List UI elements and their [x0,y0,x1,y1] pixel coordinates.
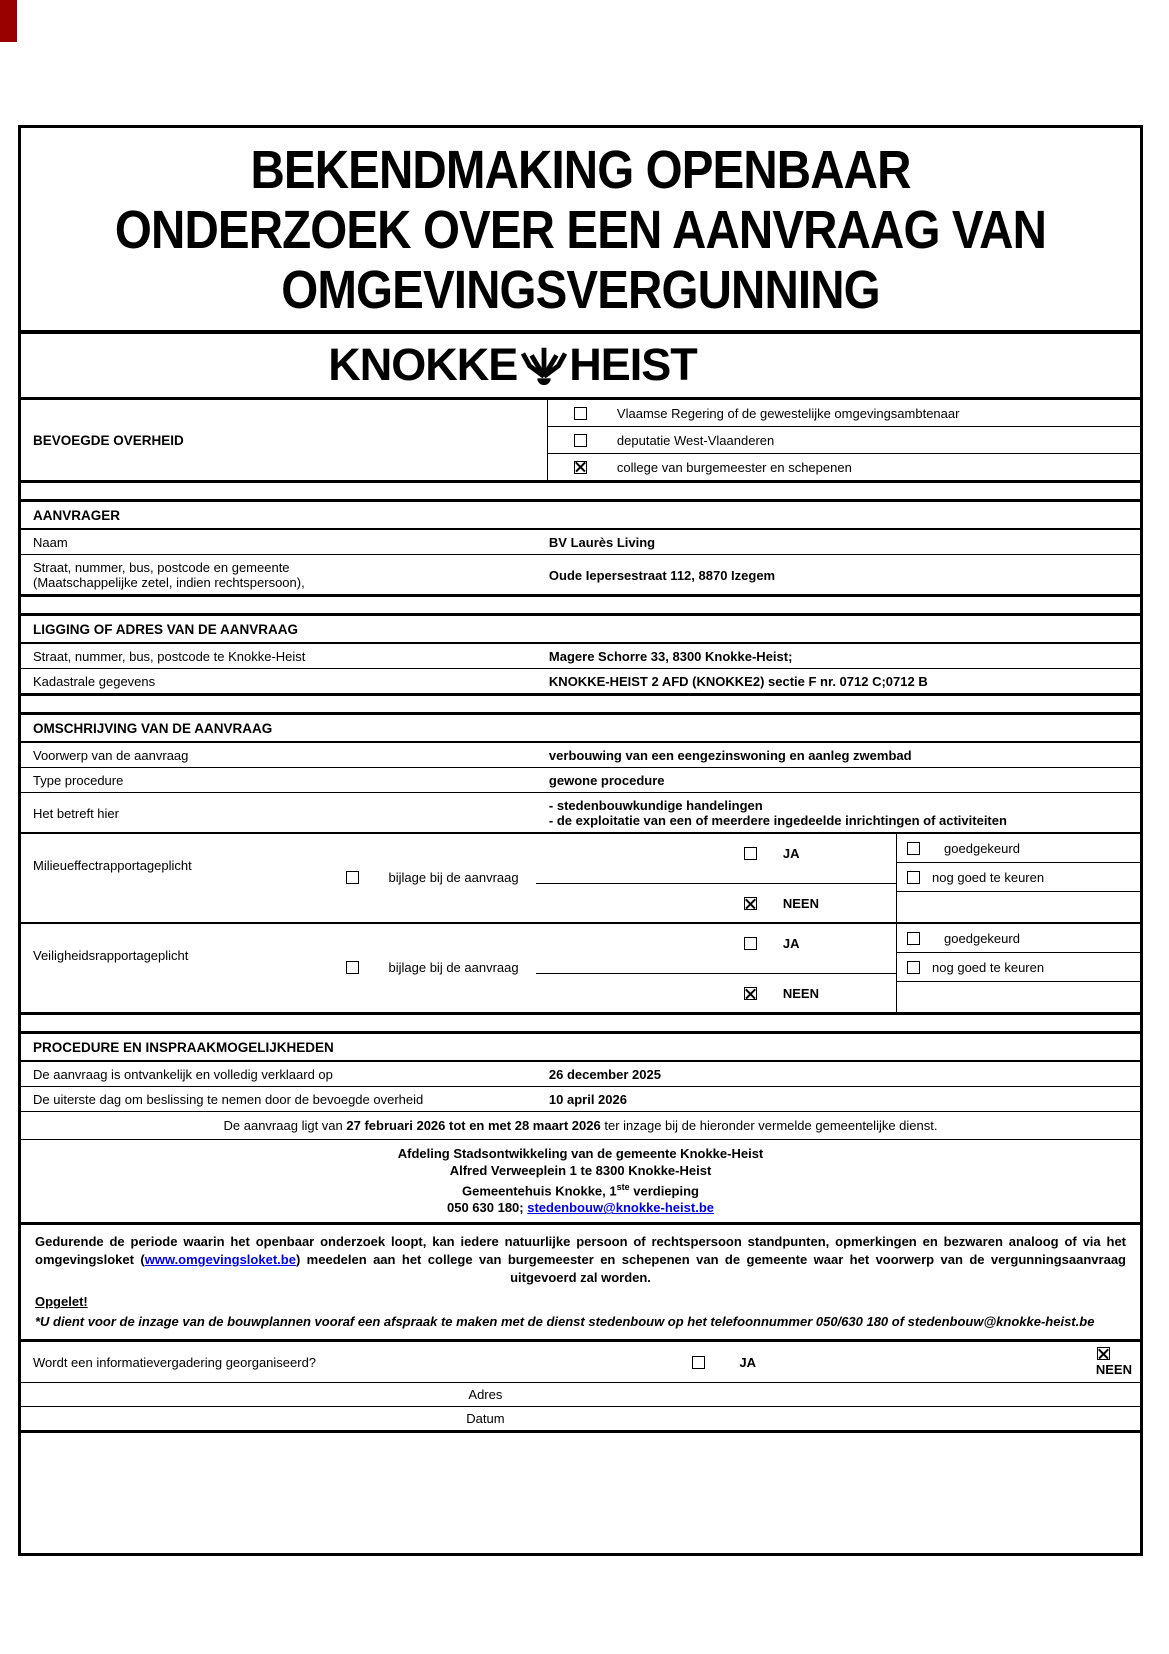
type-procedure-value: gewone procedure [548,773,665,788]
voorwerp-label: Voorwerp van de aanvraag [33,748,189,763]
table-row [21,793,1140,834]
section-separator [21,693,1140,715]
section-omschrijving [21,715,1140,1012]
row-milieueffectrapportageplicht [21,834,1140,924]
checkbox-info-neen[interactable] [1097,1347,1110,1360]
ontvankelijk-label: De aanvraag is ontvankelijk en volledig verklaard op [33,1067,333,1082]
aanvrager-header: AANVRAGER [21,502,1140,530]
type-procedure-label: Type procedure [33,773,124,788]
inzage-period-row: De aanvraag ligt van 27 februari 2026 tot en met 28 maart 2026 ter inzage bij de hieronder vermelde gemeentelijke dienst. [21,1112,1140,1140]
omschrijving-header: OMSCHRIJVING VAN DE AANVRAAG [21,715,1140,743]
option-label: college van burgemeester en schepenen [616,459,852,475]
milieu-label: Milieueffectrapportageplicht [33,858,192,873]
table-row [21,555,1140,594]
checkbox-info-ja[interactable] [692,1356,705,1369]
checkbox-veiligheid-goedgekeurd[interactable] [907,932,920,945]
option-deputatie [548,427,1140,454]
dienst-name: Afdeling Stadsontwikkeling van de gemeente Knokke-Heist [397,1146,764,1161]
procedure-header: PROCEDURE EN INSPRAAKMOGELIJKHEDEN [21,1034,1140,1062]
aanvrager-adres-value: Oude Iepersestraat 112, 8870 Izegem [548,567,776,583]
milieu-ja: JA [744,846,800,861]
title-line-1: BEKENDMAKING OPENBAAR [250,140,911,200]
row-veiligheidsrapportageplicht [21,924,1140,1012]
document-title [21,128,1140,334]
inzage-period: 27 februari 2026 tot en met 28 maart 2026 [346,1118,601,1133]
option-label: Vlaamse Regering of de gewestelijke omgevingsambtenaar [616,405,960,421]
milieu-approval-column [896,834,1140,922]
bevoegde-overheid-label: BEVOEGDE OVERHEID [33,432,184,448]
informatievergadering-question: Wordt een informatievergadering georganiseerd? [33,1354,317,1370]
veiligheid-approval-column [896,924,1140,1012]
betreft-value: - stedenbouwkundige handelingen - de exploitatie van een of meerdere ingedeelde inrichtingen of activiteiten [548,798,1007,828]
adres-row: Adres [21,1382,1140,1406]
veiligheid-nog-goed-te-keuren: nog goed te keuren [897,953,1140,982]
informatievergadering-ja: JA [692,1342,949,1382]
omgevingsloket-link[interactable]: www.omgevingsloket.be [144,1252,296,1268]
veiligheid-ja: JA [744,936,800,951]
bezwaar-paragraph: Gedurende de periode waarin het openbaar onderzoek loopt, kan iedere natuurlijke persoon of rechtspersoon standpunten, opmerkingen en bezwaren analoog of via het omgevingsloket (www.omgevingsloket.be) meedelen aan het college van burgemeester en schepenen van de gemeente waar het voorwerp van de vergunningsaanvraag uitgevoerd zal worden. [35,1234,1126,1286]
dienst-floor: Gemeentehuis Knokke, 1ste verdieping [462,1182,699,1199]
milieu-neen: NEEN [744,896,819,911]
table-row [21,1087,1140,1112]
divider-line [536,883,896,884]
section-separator [21,594,1140,616]
milieu-bijlage: bijlage bij de aanvraag [346,870,519,885]
logo-text-right: HEIST [569,338,697,390]
divider-line [536,973,896,974]
checkbox-college[interactable] [574,461,587,474]
gull-splash-icon [521,342,567,391]
section-aanvrager [21,502,1140,594]
option-label: deputatie West-Vlaanderen [616,432,775,448]
table-row [21,669,1140,693]
dienst-contact: 050 630 180; stedenbouw@knokke-heist.be [446,1200,714,1216]
aanvrager-adres-label: Straat, nummer, bus, postcode en gemeente (Maatschappelijke zetel, indien rechtspersoon), [33,560,305,590]
uiterste-dag-value: 10 april 2026 [548,1092,627,1107]
checkbox-veiligheid-bijlage[interactable] [346,961,359,974]
informatievergadering-neen: NEEN [950,1342,1140,1382]
bezwaar-block [21,1225,1140,1339]
municipality-logo [21,334,1140,400]
opgelet-text: *U dient voor de inzage van de bouwplannen vooraf een afspraak te maken met de dienst stedenbouw op het telefoonnummer 050/630 180 of stedenbouw@knokke-heist.be [35,1314,1095,1330]
checkbox-veiligheid-neen[interactable] [744,987,757,1000]
veiligheid-bijlage: bijlage bij de aanvraag [346,960,519,975]
section-separator [21,1012,1140,1034]
table-row [21,743,1140,768]
uiterste-dag-label: De uiterste dag om beslissing te nemen door de bevoegde overheid [33,1092,424,1107]
kadaster-label: Kadastrale gegevens [33,674,156,689]
checkbox-deputatie[interactable] [574,434,587,447]
title-line-3: OMGEVINGSVERGUNNING [281,260,880,320]
ontvankelijk-value: 26 december 2025 [548,1067,661,1082]
checkbox-milieu-bijlage[interactable] [346,871,359,884]
kadaster-value: KNOKKE-HEIST 2 AFD (KNOKKE2) sectie F nr. 0712 C;0712 B [548,674,928,689]
gemeentelijke-dienst-block [21,1140,1140,1225]
row-informatievergadering [21,1339,1140,1382]
betreft-label: Het betreft hier [33,805,119,821]
section-bevoegde-overheid [21,400,1140,480]
table-row [21,1062,1140,1087]
document [18,125,1143,1556]
section-ligging [21,616,1140,693]
section-separator [21,480,1140,502]
opgelet-label: Opgelet! [35,1294,88,1310]
checkbox-vlaamse-regering[interactable] [574,407,587,420]
veiligheid-label: Veiligheidsrapportageplicht [33,948,189,963]
milieu-nog-goed-te-keuren: nog goed te keuren [897,863,1140,892]
checkbox-veiligheid-ja[interactable] [744,937,757,950]
checkbox-milieu-neen[interactable] [744,897,757,910]
checkbox-veiligheid-nog[interactable] [907,961,920,974]
ligging-header: LIGGING OF ADRES VAN DE AANVRAAG [21,616,1140,644]
checkbox-milieu-ja[interactable] [744,847,757,860]
checkbox-milieu-goedgekeurd[interactable] [907,842,920,855]
corner-mark [0,0,17,42]
naam-value: BV Laurès Living [548,535,656,550]
stedenbouw-email-link[interactable]: stedenbouw@knokke-heist.be [527,1200,714,1216]
empty-footer-box [21,1430,1140,1553]
option-college [548,454,1140,480]
voorwerp-value: verbouwing van een eengezinswoning en aanleg zwembad [548,748,912,763]
datum-row: Datum [21,1406,1140,1430]
option-vlaamse-regering [548,400,1140,427]
logo-text-left: KNOKKE [328,338,518,390]
table-row [21,644,1140,669]
dienst-address: Alfred Verweeplein 1 te 8300 Knokke-Heist [449,1163,712,1178]
veiligheid-goedgekeurd: goedgekeurd [897,924,1140,953]
checkbox-milieu-nog[interactable] [907,871,920,884]
title-line-2: ONDERZOEK OVER EEN AANVRAAG VAN [114,200,1047,260]
milieu-goedgekeurd: goedgekeurd [897,834,1140,863]
table-row [21,768,1140,793]
naam-label: Naam [33,535,68,550]
veiligheid-neen: NEEN [744,986,819,1001]
table-row [21,530,1140,555]
section-procedure [21,1034,1140,1339]
ligging-straat-label: Straat, nummer, bus, postcode te Knokke-Heist [33,649,306,664]
ligging-straat-value: Magere Schorre 33, 8300 Knokke-Heist; [548,649,793,664]
